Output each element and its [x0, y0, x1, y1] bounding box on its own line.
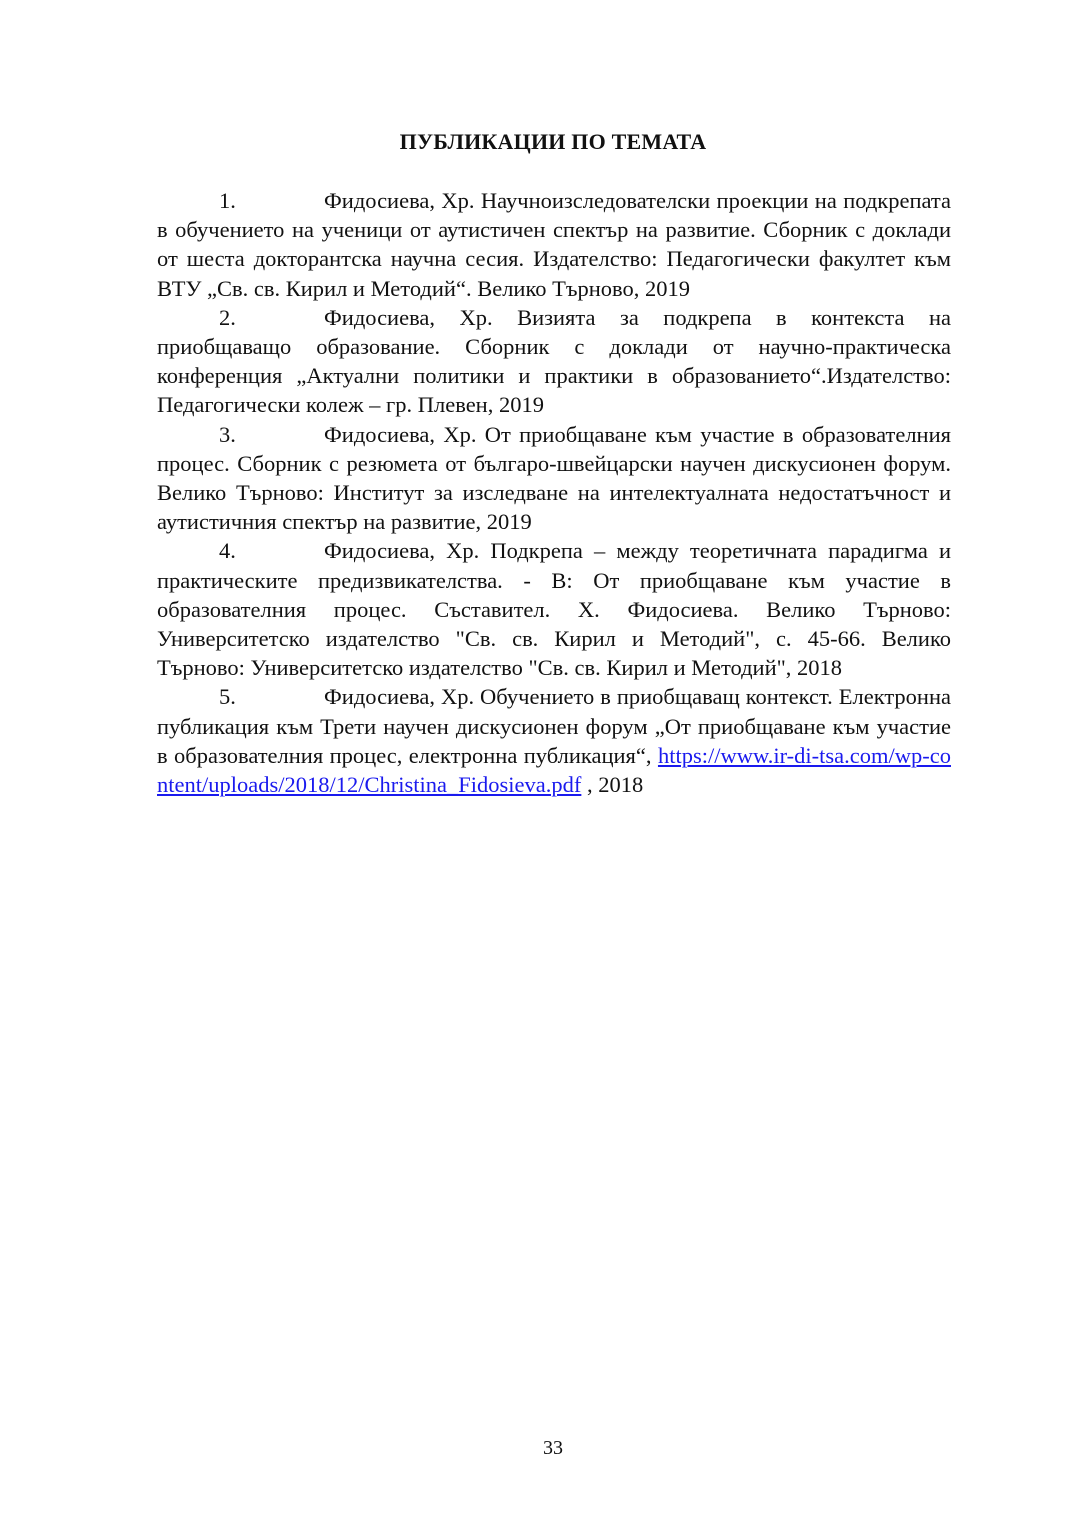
list-item-number: 2.	[219, 304, 236, 330]
publication-list	[157, 186, 951, 799]
publication-link[interactable]: https://www.ir-di-tsa.com/wp-content/uploads/2018/12/Christina_Fidosieva.pdf	[157, 742, 951, 798]
list-item	[157, 186, 951, 303]
list-item	[157, 303, 951, 420]
publication-year: , 2018	[586, 772, 644, 798]
page-number: 33	[543, 1437, 563, 1459]
list-item-text: Фидосиева, Хр. От приобщаване към участие в образователния процес. Сборник с резюмета от българо-швейцарски научен дискусионен форум. Велико Търново: Институт за изследване на интелектуалната недостатъчност и аутистичния спектър на развитие, 2019	[157, 421, 951, 535]
list-item-number: 4.	[219, 538, 236, 564]
list-item-text: Фидосиева, Хр. Обучението в приобщаващ контекст. Електронна публикация към Трети научен дискусионен форум „От приобщаване към участие в образователния процес, електронна публикация“,	[157, 684, 951, 768]
list-item-text: Фидосиева, Хр. Научноизследователски проекции на подкрепата в обучението на ученици от аутистичен спектър на развитие. Сборник с доклади от шеста докторантска научна сесия. Издателство: Педагогически факултет към ВТУ „Св. св. Кирил и Методий“. Велико Търново, 2019	[157, 188, 951, 301]
list-item-number: 3.	[219, 421, 236, 447]
page-title: ПУБЛИКАЦИИ ПО ТЕМАТА	[399, 129, 707, 154]
list-item-number: 1.	[219, 188, 236, 213]
list-item-number: 5.	[219, 684, 236, 710]
list-item-text: Фидосиева, Хр. Подкрепа – между теоретичната парадигма и практическите предизвикателства. - В: От приобщаване към участие в образователния процес. Съставител. Х. Фидосиева. Велико Търново: Университетско издателство "Св. св. Кирил и Методий", с. 45-66. Велико Търново: Университетско издателство "Св. св. Кирил и Методий", 2018	[157, 538, 951, 681]
list-item	[157, 420, 951, 537]
list-item-text: Фидосиева, Хр. Визията за подкрепа в контекста на приобщаващо образование. Сборник с доклади от научно-практическа конференция „Актуални политики и практики в образованието“.Издателство: Педагогически колеж – гр. Плевен, 2019	[157, 304, 951, 418]
list-item	[157, 536, 951, 682]
list-item	[157, 682, 951, 799]
